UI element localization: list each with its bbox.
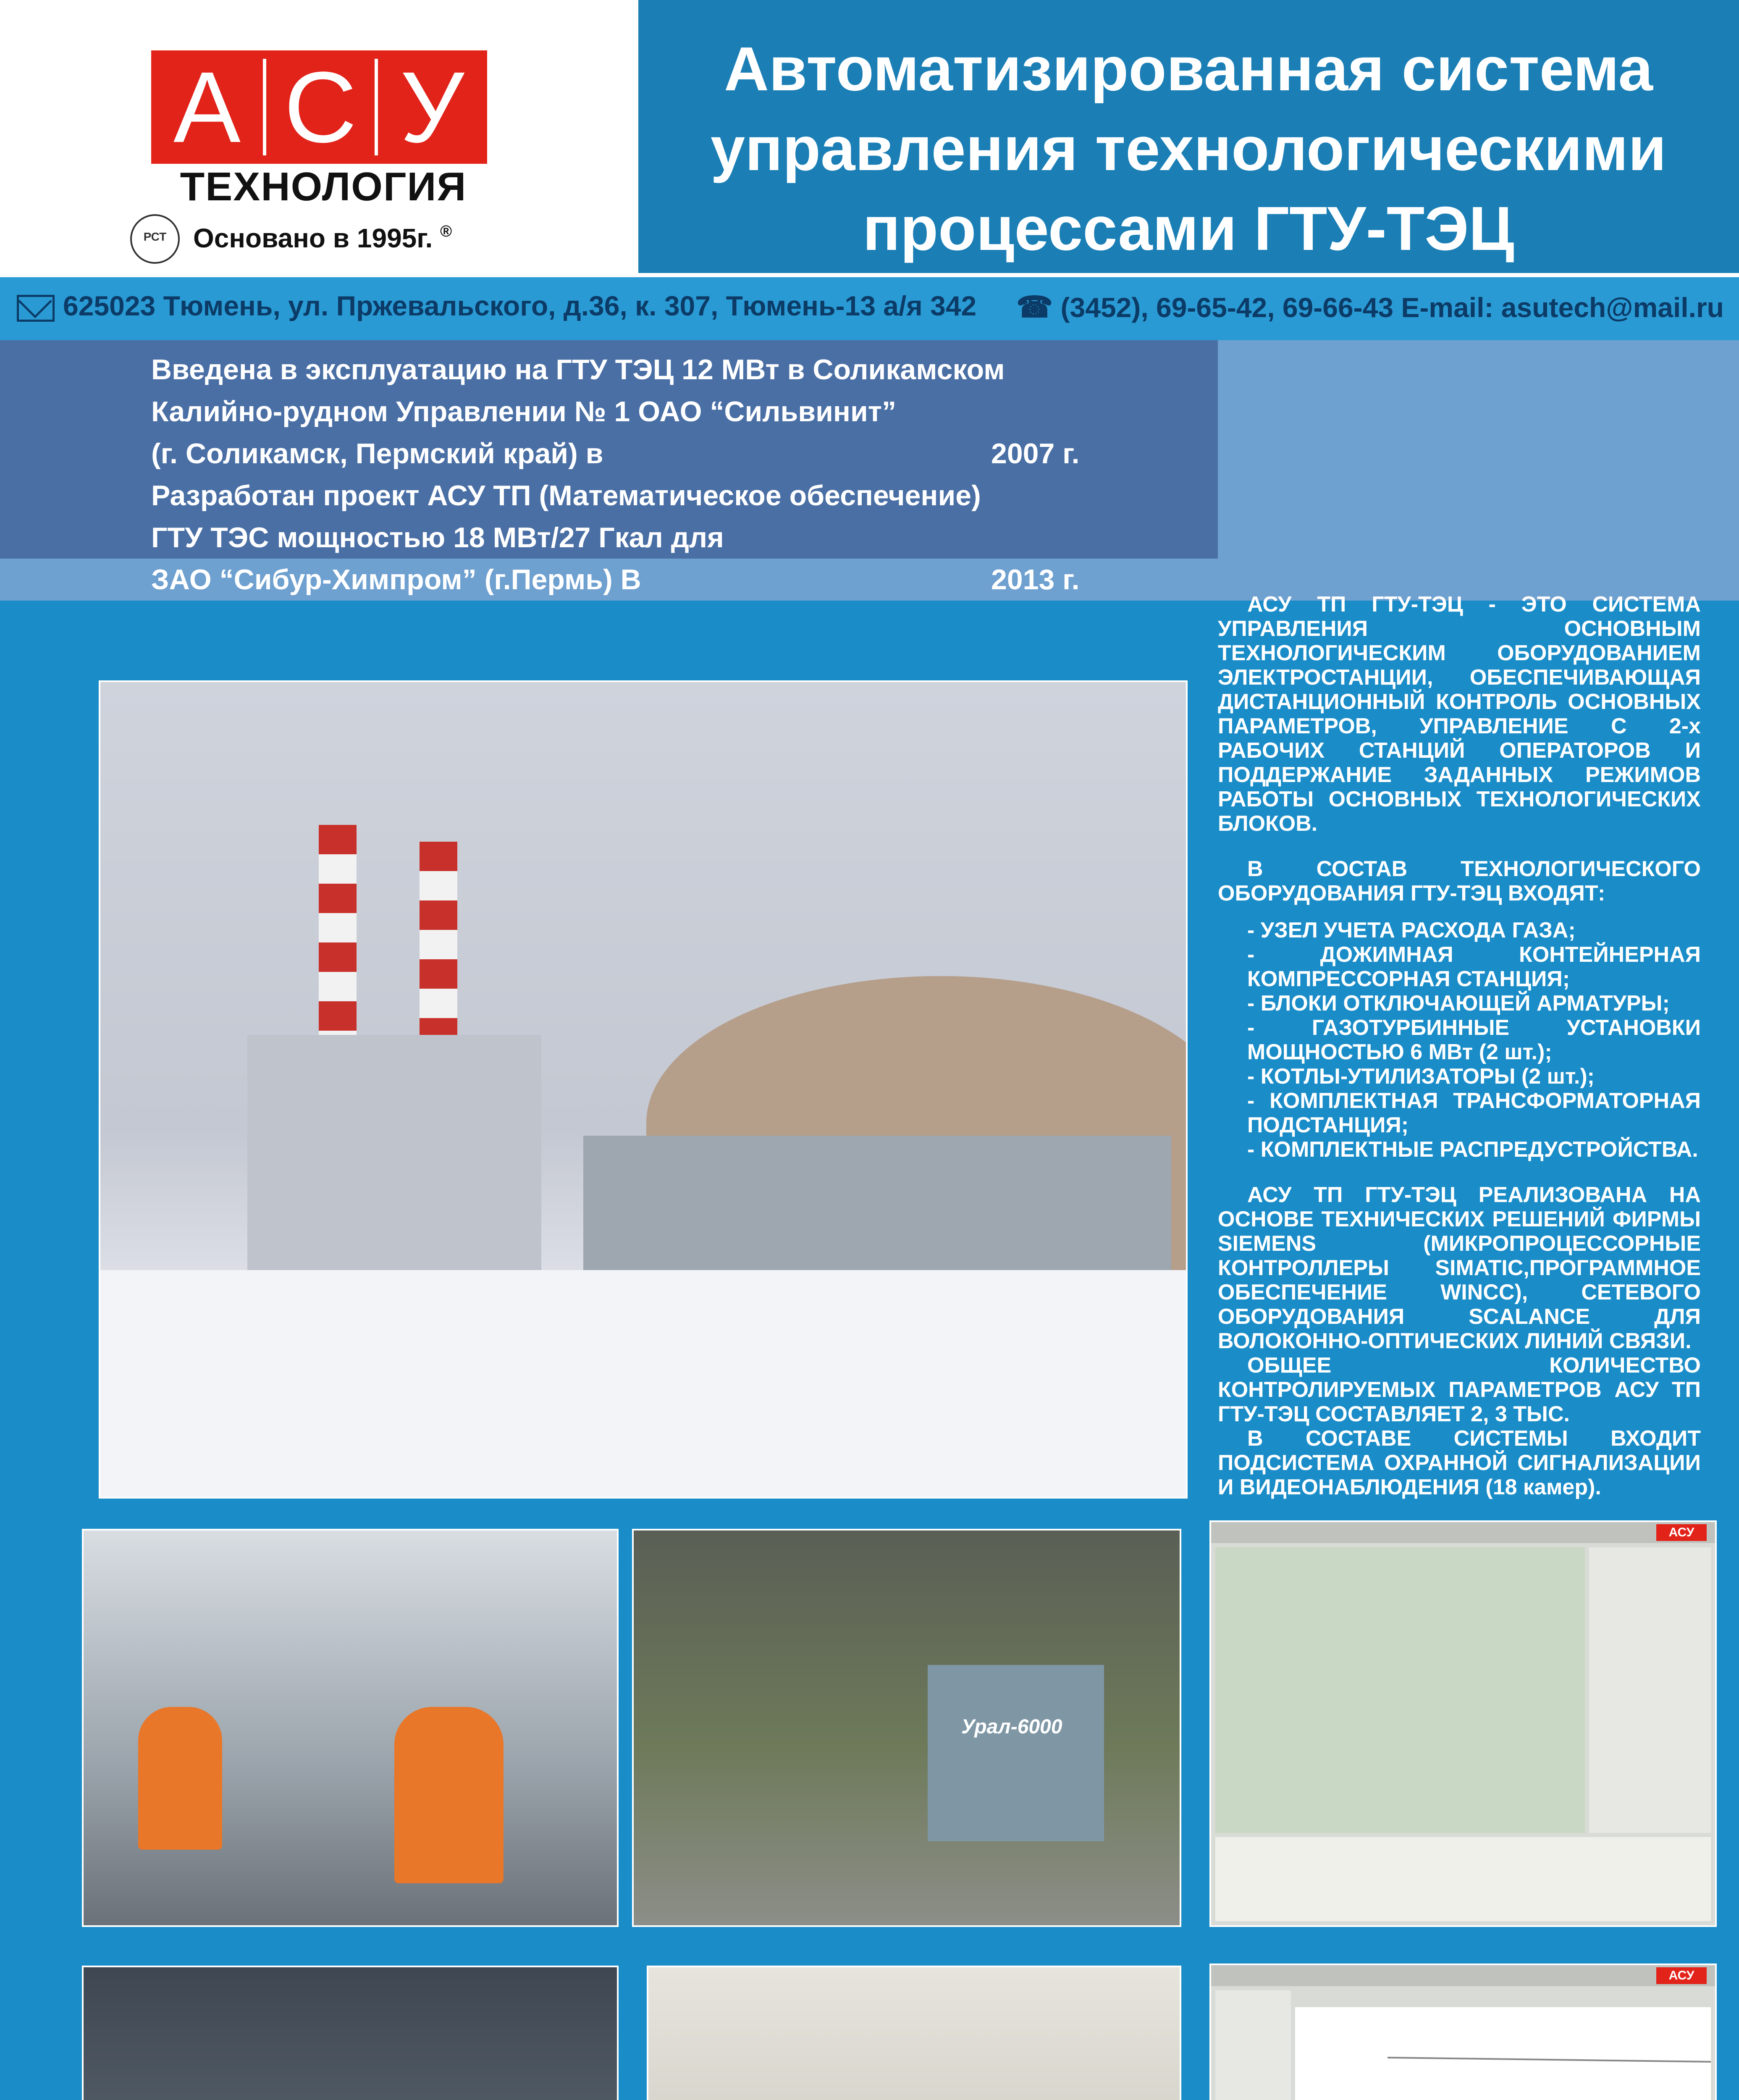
chimney-left [319,825,357,1043]
info-row-year: 2013 г. [991,564,1080,596]
title-line-1: Автоматизированная система [724,34,1653,104]
info-row-text: (г. Соликамск, Пермский край) в [151,438,603,470]
phone-text: (3452), 69-65-42, 69-66-43 E-mail: asutech@mail.ru [1060,292,1724,323]
list-item: - БЛОКИ ОТКЛЮЧАЮЩЕЙ АРМАТУРЫ; [1247,991,1670,1016]
description-paragraph: В СОСТАВЕ СИСТЕМЫ ВХОДИТ ПОДСИСТЕМА ОХРАННОЙ СИГНАЛИЗАЦИИ И ВИДЕОНАБЛЮДЕНИЯ (18 камер). [1218,1426,1701,1499]
title-line-3: процессами ГТУ-ТЭЦ [863,194,1514,263]
events-table [1215,1837,1711,1921]
operators-photo [82,1529,619,1927]
info-row [151,559,1100,601]
trend-menu [1215,1990,1291,2100]
list-item: - КОМПЛЕКТНАЯ ТРАНСФОРМАТОРНАЯ ПОДСТАНЦИЯ; [1247,1089,1701,1137]
logo-founded-text [193,223,512,254]
screen-topbar [1211,1522,1715,1543]
info-row-year: 2007 г. [991,438,1080,470]
scada-trend-screenshot [1209,1964,1717,2100]
contact-address [17,290,976,322]
list-item: - КОМПЛЕКТНЫЕ РАСПРЕДУСТРОЙСТВА. [1247,1137,1698,1162]
process-scheme-area [1215,1547,1585,1833]
info-row-text: Введена в эксплуатацию на ГТУ ТЭЦ 12 МВт в Соликамском [151,354,1005,386]
trend-lines [1295,2007,1711,2100]
info-row [151,475,1100,517]
contact-phone [1016,290,1724,324]
operator-figure [138,1707,222,1850]
power-plant-photo [99,680,1188,1499]
cabinet-ural [928,1665,1104,1841]
operator-figure [394,1707,504,1883]
logo-letter-s: С [284,51,357,163]
envelope-icon [17,295,55,322]
logo-letter-a: А [173,51,241,163]
scada-scheme-screenshot [1209,1520,1717,1927]
screen-logo: АСУ [1656,1524,1707,1541]
logo-technology-text: ТЕХНОЛОГИЯ [180,164,467,209]
description-paragraph: В СОСТАВ ТЕХНОЛОГИЧЕСКОГО ОБОРУДОВАНИЯ ГТУ-ТЭЦ ВХОДЯТ: [1218,857,1701,906]
description-paragraph: АСУ ТП ГТУ-ТЭЦ - ЭТО СИСТЕМА УПРАВЛЕНИЯ ОСНОВНЫМ ТЕХНОЛОГИЧЕСКИМ ОБОРУДОВАНИЕМ ЭЛЕКТРОСТАНЦИИ, ОБЕСПЕЧИВАЮЩАЯ ДИСТАНЦИОННЫЙ КОНТРОЛЬ ОСНОВНЫХ ПАРАМЕТРОВ, УПРАВЛЕНИЕ С 2-х РАБОЧИХ СТАНЦИЙ ОПЕРАТОРОВ И ПОДДЕРЖАНИЕ ЗАДАННЫХ РЕЖИМОВ РАБОТЫ ОСНОВНЫХ ТЕХНОЛОГИЧЕСКИХ БЛОКОВ. [1218,592,1701,836]
main-building [247,1035,541,1270]
logo-letter-u: У [400,51,464,163]
snow-ground [100,1270,1188,1499]
info-row-text: Калийно-рудном Управлении № 1 ОАО “Сильвинит” [151,396,897,428]
list-item: - ДОЖИМНАЯ КОНТЕЙНЕРНАЯ КОМПРЕССОРНАЯ СТАНЦИЯ; [1247,942,1701,991]
info-row-text: ГТУ ТЭС мощностью 18 МВт/27 Гкал для [151,522,724,554]
industrial-structures [583,1136,1171,1270]
turbine-hall-photo [632,1529,1181,1927]
logo-letters-block [151,50,487,164]
screen-logo: АСУ [1656,1967,1707,1984]
list-item: - КОТЛЫ-УТИЛИЗАТОРЫ (2 шт.); [1247,1064,1595,1089]
cabinet-label: Урал-6000 [961,1716,1062,1738]
engineer-wiring-photo [82,1966,619,2100]
info-row [151,517,1100,559]
certification-icon: РСТ [130,214,180,264]
chimney-right [420,842,457,1043]
title-line-2: управления технологическими [710,114,1667,184]
list-item: - ГАЗОТУРБИННЫЕ УСТАНОВКИ МОЩНОСТЬЮ 6 МВт (2 шт.); [1247,1016,1701,1064]
info-row-text: ЗАО “Сибур-Химпром” (г.Пермь) В [151,564,641,596]
control-cabinets-photo [647,1966,1181,2100]
info-row [151,349,1100,391]
description-paragraph: ОБЩЕЕ КОЛИЧЕСТВО КОНТРОЛИРУЕМЫХ ПАРАМЕТРОВ АСУ ТП ГТУ-ТЭЦ СОСТАВЛЯЕТ 2, 3 ТЫС. [1218,1353,1701,1426]
list-item: - УЗЕЛ УЧЕТА РАСХОДА ГАЗА; [1247,918,1576,942]
page-title [655,29,1722,269]
description-paragraph: АСУ ТП ГТУ-ТЭЦ РЕАЛИЗОВАНА НА ОСНОВЕ ТЕХНИЧЕСКИХ РЕШЕНИЙ ФИРМЫ SIEMENS (МИКРОПРОЦЕССОРНЫЕ КОНТРОЛЛЕРЫ SIMATIC,ПРОГРАММНОЕ ОБЕСПЕЧЕНИЕ WINCC), СЕТЕВОГО ОБОРУДОВАНИЯ SCALANCE ДЛЯ ВОЛОКОННО-ОПТИЧЕСКИХ ЛИНИЙ СВЯЗИ. [1218,1183,1701,1353]
info-row [151,391,1100,433]
founded-label: Основано в 1995г. [193,223,433,253]
equipment-list [1218,918,1701,1162]
registered-mark: ® [440,223,452,240]
side-panel [1589,1547,1711,1833]
info-row-text: Разработан проект АСУ ТП (Математическое обеспечение) [151,480,981,512]
screen-topbar [1211,1965,1715,1986]
system-description [1218,592,1701,1520]
trend-plot-area [1295,2007,1711,2100]
phone-icon: ☎ [1016,291,1053,323]
project-info [151,349,1100,601]
address-text: 625023 Тюмень, ул. Пржевальского, д.36, к. 307, Тюмень-13 а/я 342 [63,290,977,321]
info-row [151,433,1100,475]
